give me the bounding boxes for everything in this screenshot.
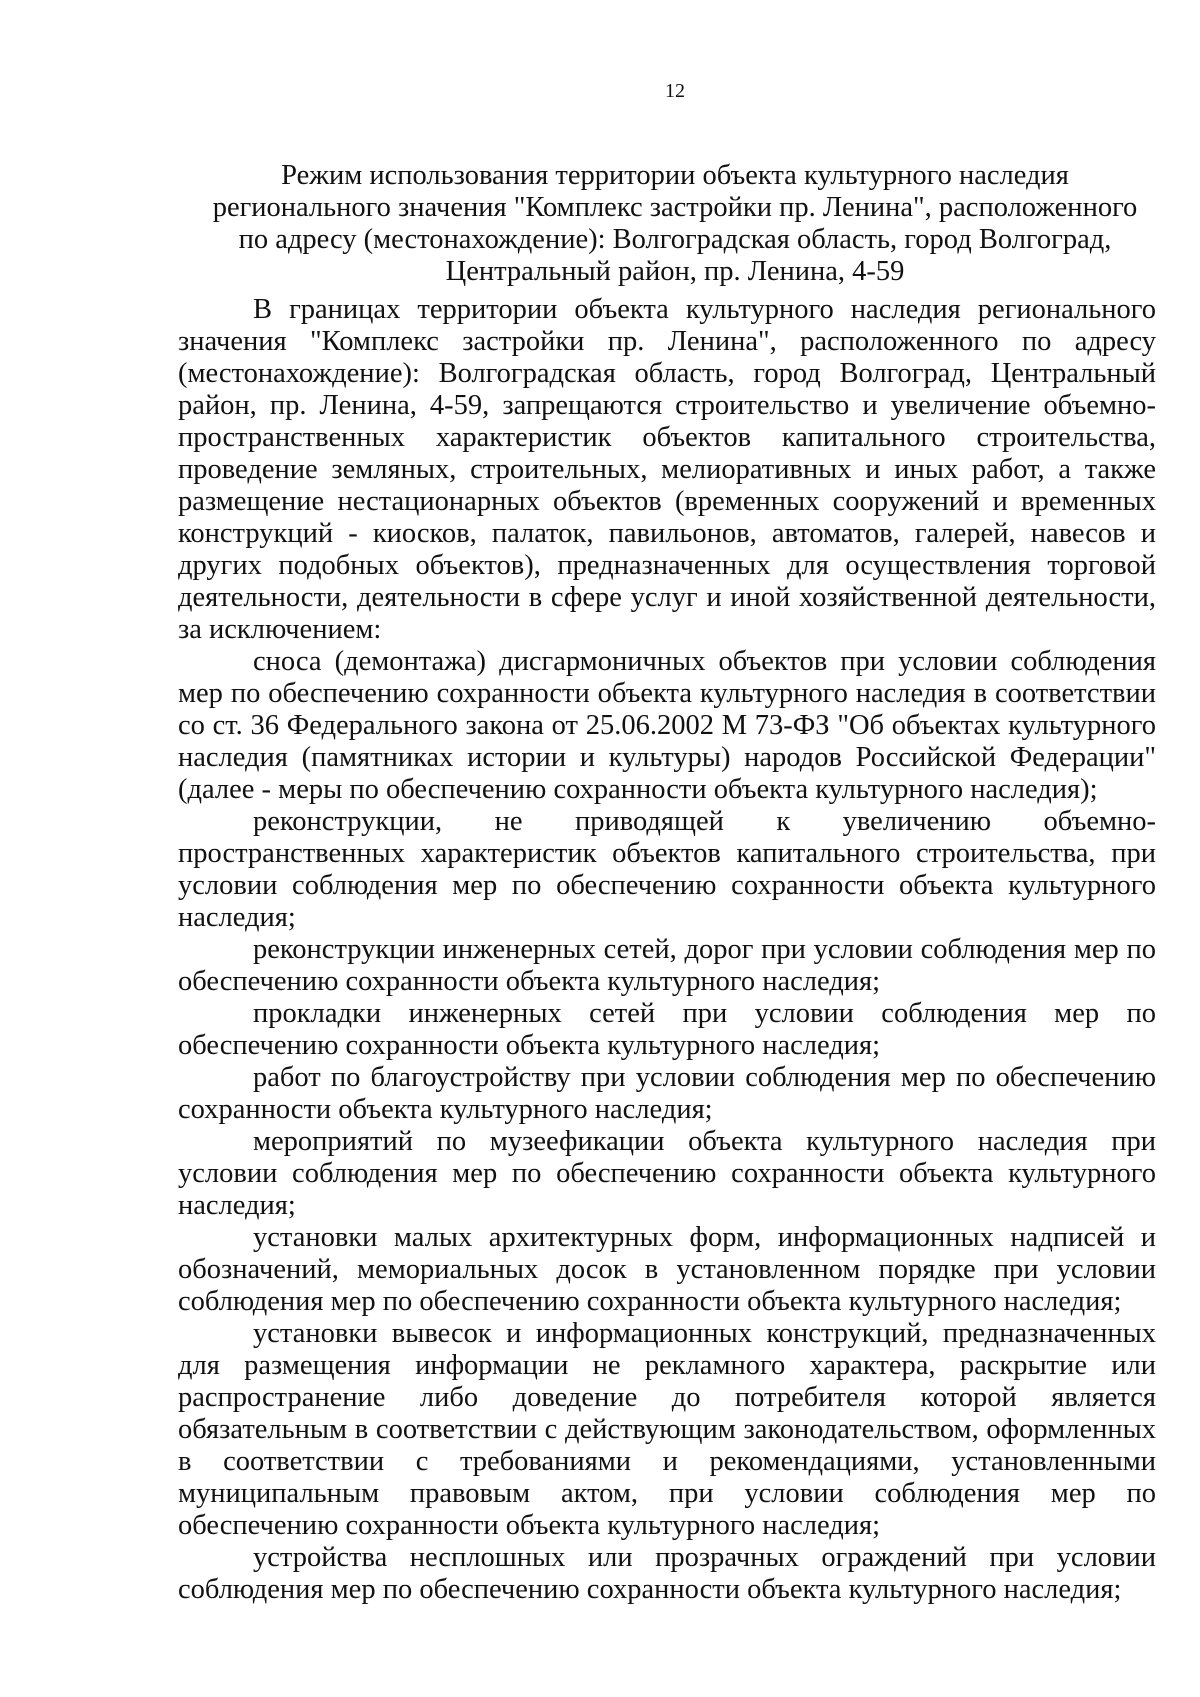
paragraph-networks-roads: реконструкции инженерных сетей, дорог при условии соблюдения мер по обеспечению сохранности объекта культурного наследия; (178, 934, 1156, 997)
paragraph-landscaping: работ по благоустройству при условии соблюдения мер по обеспечению сохранности объекта культурного наследия; (178, 1062, 1156, 1125)
paragraph-reconstruction: реконструкции, не приводящей к увеличению объемно-пространственных характеристик объектов капитального строительства, при условии соблюдения мер по обеспечению сохранности объекта культурного наследия; (178, 806, 1156, 933)
paragraph-museumification: мероприятий по музеефикации объекта культурного наследия при условии соблюдения мер по обеспечению сохранности объекта культурного наследия; (178, 1126, 1156, 1221)
title-line: Центральный район, пр. Ленина, 4-59 (445, 256, 905, 287)
paragraph-networks-laying: прокладки инженерных сетей при условии соблюдения мер по обеспечению сохранности объекта культурного наследия; (178, 998, 1156, 1061)
document-body (178, 294, 1156, 1606)
paragraph-signage: установки вывесок и информационных конструкций, предназначенных для размещения информации не рекламного характера, раскрытие или распространение либо доведение до потребителя которой является обязательным в соответствии с действующим законодательством, оформленных в соответствии с требованиями и рекомендациями, установленными муниципальным правовым актом, при условии соблюдения мер по обеспечению сохранности объекта культурного наследия; (178, 1318, 1156, 1541)
page-number: 12 (665, 80, 685, 102)
title-line: Режим использования территории объекта культурного наследия (281, 160, 1069, 191)
document-title (170, 160, 1180, 288)
title-line: регионального значения "Комплекс застройки пр. Ленина", расположенного (212, 192, 1138, 223)
title-line: по адресу (местонахождение): Волгоградская область, город Волгоград, (238, 224, 1112, 255)
paragraph-intro: В границах территории объекта культурного наследия регионального значения "Комплекс застройки пр. Ленина", расположенного по адресу (местонахождение): Волгоградская область, город Волгоград, Центральный район, пр. Ленина, 4-59, запрещаются строительство и увеличение объемно-пространственных характеристик объектов капитального строительства, проведение земляных, строительных, мелиоративных и иных работ, а также размещение нестационарных объектов (временных сооружений и временных конструкций - киосков, палаток, павильонов, автоматов, галерей, навесов и других подобных объектов), предназначенных для осуществления торговой деятельности, деятельности в сфере услуг и иной хозяйственной деятельности, за исключением: (178, 294, 1156, 645)
paragraph-small-forms: установки малых архитектурных форм, информационных надписей и обозначений, мемориальных досок в установленном порядке при условии соблюдения мер по обеспечению сохранности объекта культурного наследия; (178, 1222, 1156, 1317)
paragraph-fences: устройства несплошных или прозрачных ограждений при условии соблюдения мер по обеспечению сохранности объекта культурного наследия; (178, 1542, 1156, 1605)
paragraph-demolition: сноса (демонтажа) дисгармоничных объектов при условии соблюдения мер по обеспечению сохранности объекта культурного наследия в соответствии со ст. 36 Федерального закона от 25.06.2002 М 73-ФЗ "Об объектах культурного наследия (памятниках истории и культуры) народов Российской Федерации" (далее - меры по обеспечению сохранности объекта культурного наследия); (178, 646, 1156, 805)
